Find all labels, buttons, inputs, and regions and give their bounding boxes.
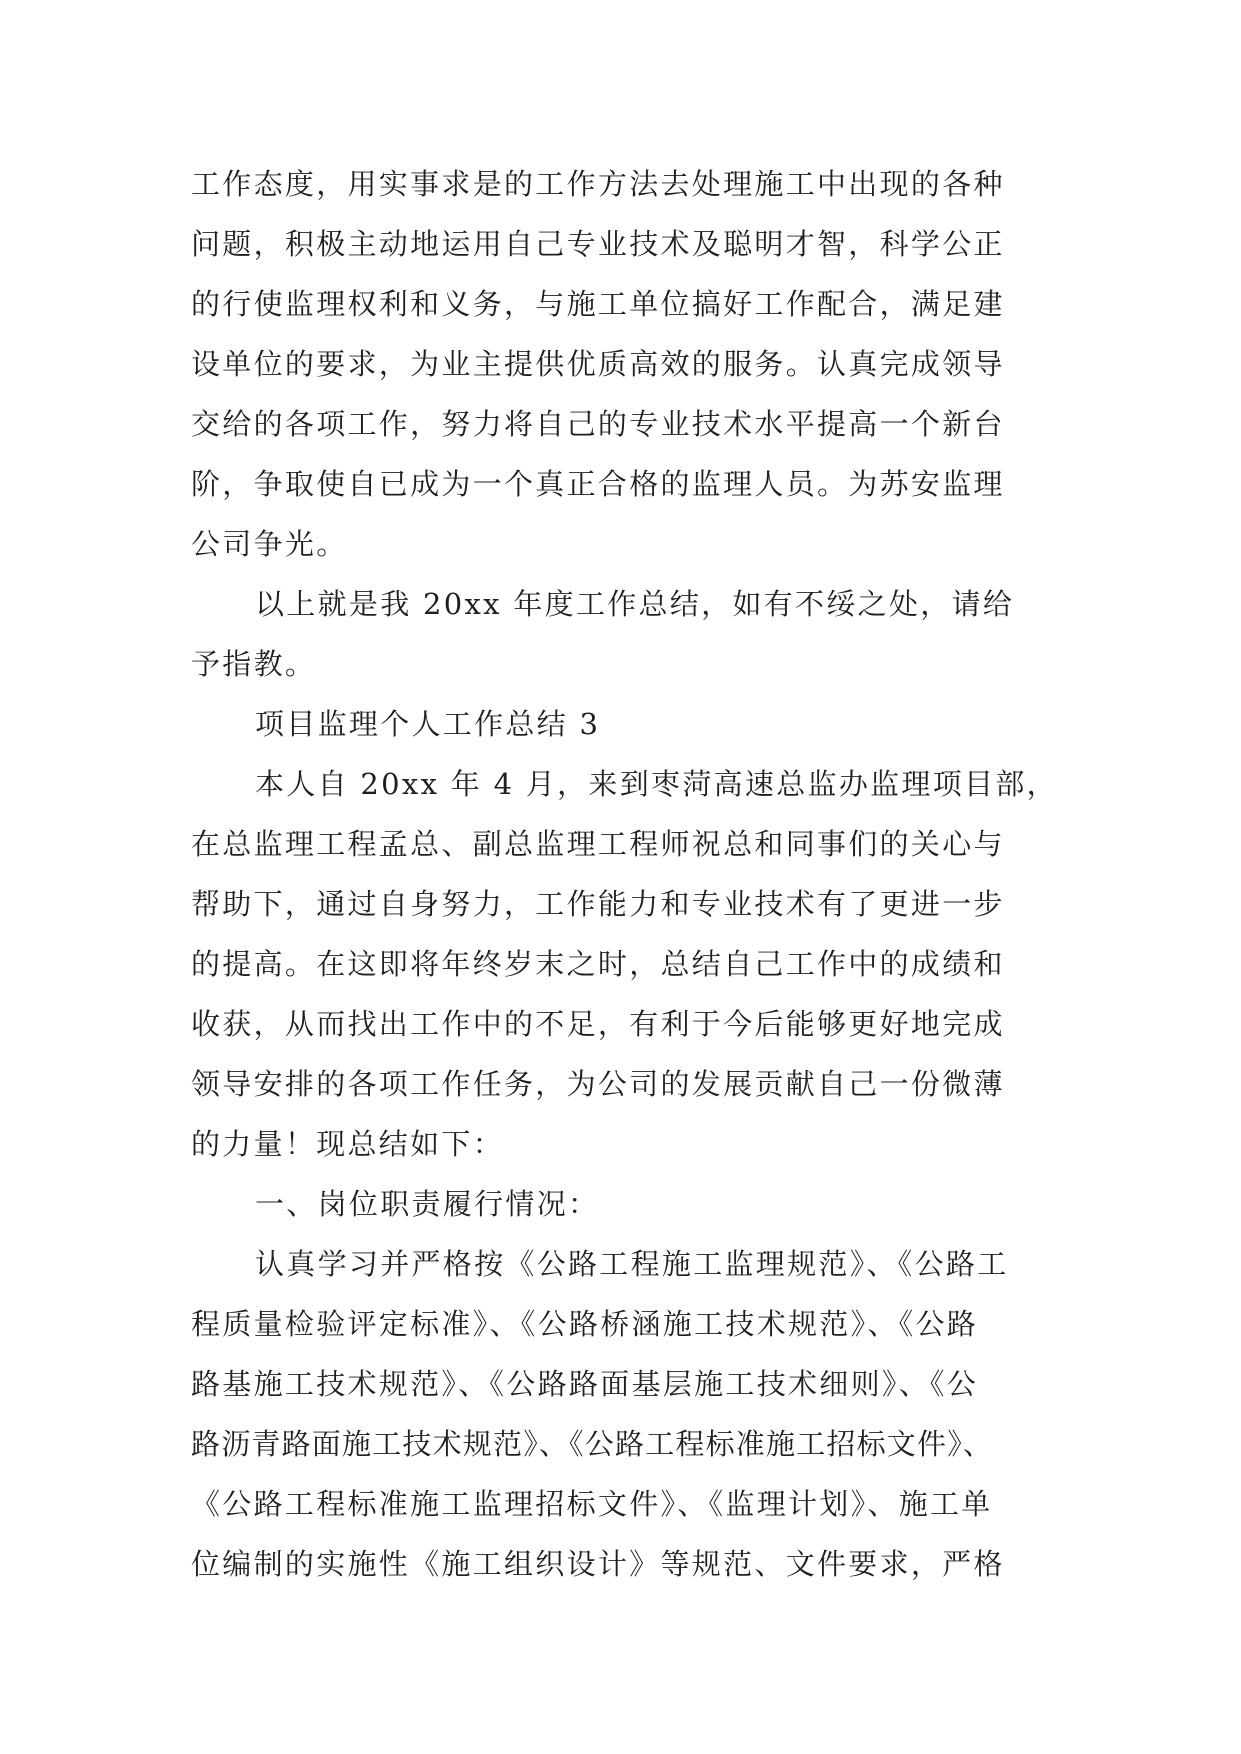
text-line: 公司争光。 [191, 527, 348, 561]
text-line: 程质量检验评定标准》、《公路桥涵施工技术规范》、《公路 [191, 1307, 979, 1341]
text-line: 交给的各项工作，努力将自己的专业技术水平提高一个新台 [191, 407, 1005, 441]
text-line: 帮助下，通过自身努力，工作能力和专业技术有了更进一步 [191, 887, 1005, 921]
text-line: 路沥青路面施工技术规范》、《公路工程标准施工招标文件》、 [191, 1427, 994, 1461]
text-line: 阶，争取使自已成为一个真正合格的监理人员。为苏安监理 [191, 467, 1005, 501]
text-line: 的力量！现总结如下： [191, 1127, 505, 1161]
text-line: 在总监理工程孟总、副总监理工程师祝总和同事们的关心与 [191, 827, 1005, 861]
subsection-heading: 一、岗位职责履行情况： [255, 1187, 600, 1221]
text-line: 《公路工程标准施工监理招标文件》、《监理计划》、施工单 [191, 1487, 993, 1521]
text-line: 位编制的实施性《施工组织设计》等规范、文件要求，严格 [191, 1547, 1005, 1581]
text-line: 的提高。在这即将年终岁末之时，总结自己工作中的成绩和 [191, 947, 1005, 981]
text-line: 予指教。 [191, 647, 317, 681]
section-heading: 项目监理个人工作总结 3 [255, 707, 601, 741]
text-line: 的行使监理权利和义务，与施工单位搞好工作配合，满足建 [191, 287, 1005, 321]
text-line: 设单位的要求，为业主提供优质高效的服务。认真完成领导 [191, 347, 1005, 381]
paragraph-first-line: 以上就是我 20xx 年度工作总结，如有不绥之处，请给 [255, 587, 1015, 621]
text-line: 收获，从而找出工作中的不足，有利于今后能够更好地完成 [191, 1007, 1005, 1041]
text-line: 路基施工技术规范》、《公路路面基层施工技术细则》、《公 [191, 1367, 979, 1401]
text-line: 问题，积极主动地运用自己专业技术及聪明才智，科学公正 [191, 227, 1005, 261]
text-line: 工作态度，用实事求是的工作方法去处理施工中出现的各种 [191, 167, 1005, 201]
paragraph-first-line: 本人自 20xx 年 4 月，来到枣菏高速总监办监理项目部， [255, 767, 1058, 801]
paragraph-first-line: 认真学习并严格按《公路工程施工监理规范》、《公路工 [255, 1247, 1009, 1281]
text-line: 领导安排的各项工作任务，为公司的发展贡献自己一份微薄 [191, 1067, 1005, 1101]
